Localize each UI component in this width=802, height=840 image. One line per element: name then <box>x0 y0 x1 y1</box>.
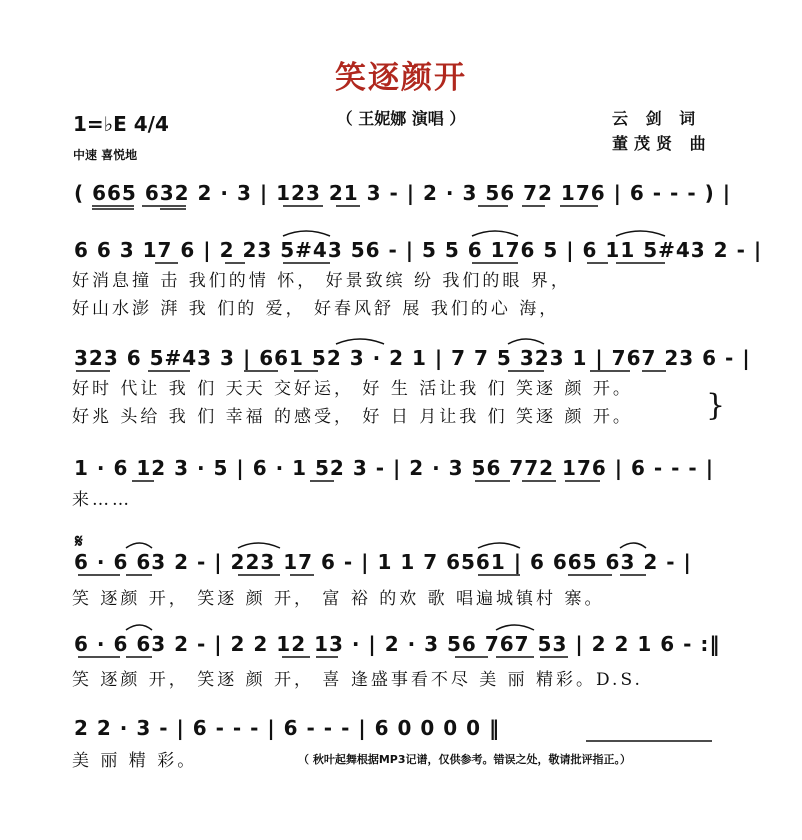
composer-credit: 董茂贤 曲 <box>612 134 712 153</box>
tempo-marking: 中速 喜悦地 <box>73 148 138 162</box>
singer-credit: （ 王妮娜 演唱 ） <box>336 109 466 128</box>
score-line-3: 323 6 5#43 3 | 661 52 3 · 2 1 | 7 7 5 323 1 | 767 23 6 - | <box>74 346 751 370</box>
key-signature: 1=♭E 4/4 <box>73 112 169 136</box>
score-line-4: 1 · 6 12 3 · 5 | 6 · 1 52 3 - | 2 · 3 56 772 176 | 6 - - - | <box>74 456 714 480</box>
lyric-line-5: 笑 逐颜 开， 笑逐 颜 开， 富 裕 的欢 歌 唱遍城镇村 寨。 <box>72 589 605 609</box>
lyric-line-7: 美 丽 精 彩。 <box>72 751 198 771</box>
score-line-5: 6 · 6 63 2 - | 223 17 6 - | 1 1 7 6561 | 6 665 63 2 - | <box>74 550 692 574</box>
lyric-brace: } <box>706 388 726 423</box>
lyric-line-2a: 好消息撞 击 我们的情 怀， 好景致缤 纷 我们的眼 界， <box>72 271 571 291</box>
lyricist-credit: 云 剑 词 <box>612 109 702 128</box>
transcriber-note: （ 秋叶起舞根据MP3记谱，仅供参考。错误之处，敬请批评指正。） <box>298 753 631 766</box>
segno-sign: 𝄋 <box>75 531 83 552</box>
score-line-7: 2 2 · 3 - | 6 - - - | 6 - - - | 6 0 0 0 0 ‖ <box>74 716 500 740</box>
lyric-line-6: 笑 逐颜 开， 笑逐 颜 开， 喜 逢盛事看不尽 美 丽 精彩。D.S. <box>72 670 643 690</box>
score-line-1: ( 665 632 2 · 3 | 123 21 3 - | 2 · 3 56 72 176 | 6 - - - ) | <box>74 181 731 205</box>
lyric-line-4: 来…… <box>72 490 132 510</box>
lyric-line-2b: 好山水澎 湃 我 们的 爱， 好春风舒 展 我们的心 海， <box>72 299 560 319</box>
score-line-6: 6 · 6 63 2 - | 2 2 12 13 · | 2 · 3 56 767 53 | 2 2 1 6 - :‖ <box>74 632 721 656</box>
score-line-2: 6 6 3 17 6 | 2 23 5#43 56 - | 5 5 6 176 5 | 6 11 5#43 2 - | <box>74 238 763 262</box>
lyric-line-3a: 好时 代让 我 们 天天 交好运， 好 生 活让我 们 笑逐 颜 开。 <box>72 379 633 399</box>
song-title: 笑逐颜开 <box>335 60 467 96</box>
lyric-line-3b: 好兆 头给 我 们 幸福 的感受， 好 日 月让我 们 笑逐 颜 开。 <box>72 407 633 427</box>
